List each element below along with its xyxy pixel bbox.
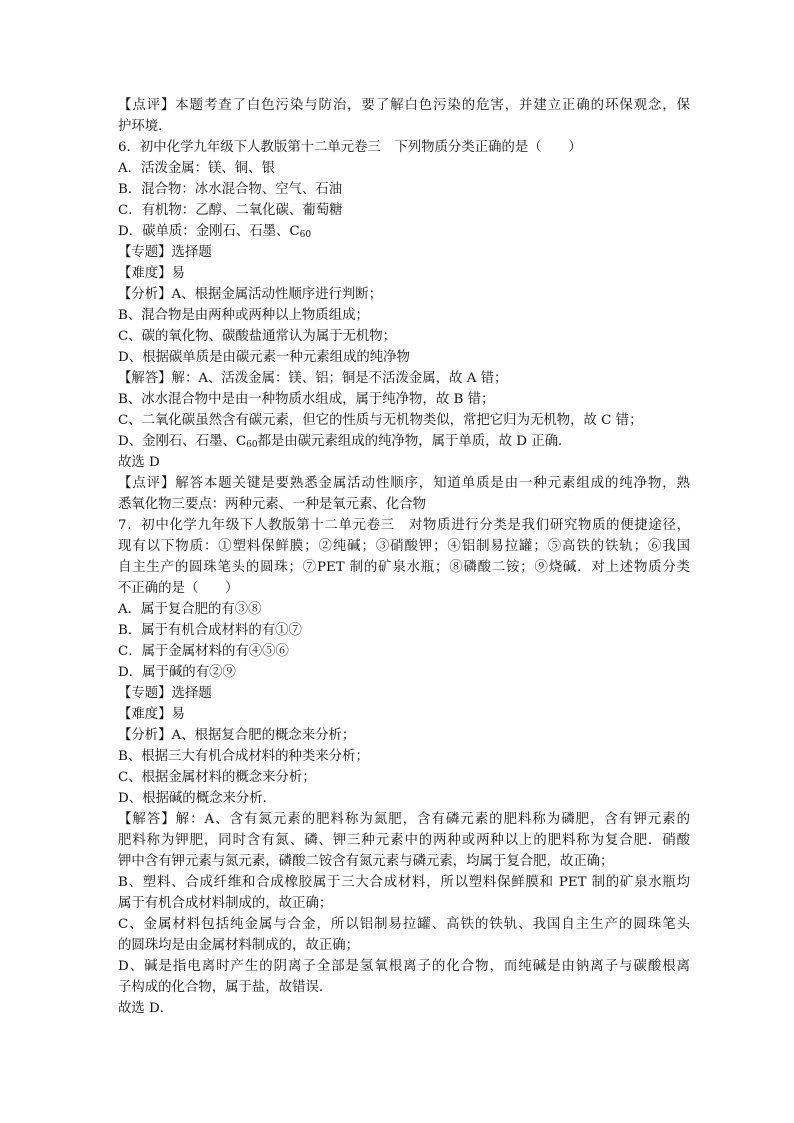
option-d: D．属于碱的有②⑨ (118, 665, 236, 680)
text-line: 【分析】A、根据金属活动性顺序进行判断； (118, 287, 383, 302)
text-segment: 都是由碳元素组成的纯净物，属于单质，故 D 正确． (257, 434, 572, 449)
text-line (118, 431, 690, 452)
option-c: C．有机物：乙醇、二氧化碳、葡萄糖 (118, 203, 343, 218)
text-line: D、根据碳单质是由碳元素一种元素组成的纯净物 (118, 350, 410, 365)
text-line: 的圆珠均是由金属材料制成的，故正确； (118, 938, 360, 953)
text-line: 【专题】选择题 (118, 686, 212, 701)
text-line: 【点评】解答本题关键是要熟悉金属活动性顺序，知道单质是由一种元素组成的纯净物，熟 (118, 476, 690, 491)
text-line: 属于有机合成材料制成的，故正确； (118, 896, 333, 911)
text-line: 故选 D (118, 455, 160, 470)
text-line: 现有以下物质：①塑料保鲜膜；②纯碱；③硝酸钾；④铝制易拉罐；⑤高铁的铁轨；⑥我国 (118, 539, 690, 554)
document-page (118, 95, 690, 1019)
text-line: B、冰水混合物中是由一种物质水组成，属于纯净物，故 B 错； (118, 392, 495, 407)
text-line: 钾中含有钾元素与氮元素，磷酸二铵含有氮元素与磷元素，均属于复合肥，故正确； (118, 854, 614, 869)
option-c: C．属于金属材料的有④⑤⑥ (118, 644, 289, 659)
text-line: 【专题】选择题 (118, 245, 212, 260)
text-line: 不正确的是（ ） (118, 581, 239, 596)
subscript-60: 60 (299, 230, 312, 240)
text-line: C、金属材料包括纯金属与合金，所以铝制易拉罐、高铁的铁轨、我国自主生产的圆珠笔头 (118, 917, 690, 932)
text-line: D、根据碱的概念来分析． (118, 791, 277, 806)
text-line: 悉氧化物三要点：两种元素、一种是氧元素、化合物 (118, 497, 426, 512)
option-a: A．活泼金属：镁、铜、银 (118, 161, 275, 176)
question-7-stem: 7．初中化学九年级下人教版第十二单元卷三 对物质进行分类是我们研究物质的便捷途径， (118, 518, 690, 533)
question-6-stem: 6．初中化学九年级下人教版第十二单元卷三 下列物质分类正确的是（ ） (118, 140, 582, 155)
text-line: 护环境． (118, 119, 172, 134)
text-line: C、碳的氧化物、碳酸盐通常认为属于无机物； (118, 329, 397, 344)
option-d-text: D．碳单质：金刚石、石墨、C (118, 224, 300, 239)
text-line: 【点评】本题考查了白色污染与防治，要了解白色污染的危害，并建立正确的环保观念，保 (118, 98, 690, 113)
text-line: B、塑料、合成纤维和合成橡胶属于三大合成材料，所以塑料保鲜膜和 PET 制的矿泉水瓶均 (118, 875, 690, 890)
text-line: B、根据三大有机合成材料的种类来分析； (118, 749, 369, 764)
option-b: B．属于有机合成材料的有①⑦ (118, 623, 302, 638)
option-a: A．属于复合肥的有③⑧ (118, 602, 262, 617)
text-line: C、根据金属材料的概念来分析； (118, 770, 316, 785)
text-line: C、二氧化碳虽然含有碳元素，但它的性质与无机物类似，常把它归为无机物，故 C 错； (118, 413, 643, 428)
text-segment: D、金刚石、石墨、C (118, 434, 247, 449)
text-line: 故选 D． (118, 1001, 174, 1016)
text-line: 【分析】A、根据复合肥的概念来分析； (118, 728, 356, 743)
text-line: 【解答】解：A、含有氮元素的肥料称为氮肥，含有磷元素的肥料称为磷肥，含有钾元素的 (118, 812, 690, 827)
text-line: 【难度】易 (118, 266, 185, 281)
subscript-60: 60 (246, 440, 258, 450)
text-line: B、混合物是由两种或两种以上物质组成； (118, 308, 369, 323)
text-line: 【解答】解：A、活泼金属：镁、铝；铜是不活泼金属，故 A 错； (118, 371, 508, 386)
option-b: B．混合物：冰水混合物、空气、石油 (118, 182, 343, 197)
text-line: D、碱是指电离时产生的阴离子全部是氢氧根离子的化合物，而纯碱是由钠离子与碳酸根离 (118, 959, 690, 974)
text-line: 【难度】易 (118, 707, 185, 722)
text-line: 子构成的化合物，属于盐，故错误． (118, 980, 333, 995)
text-line: 肥料称为钾肥，同时含有氮、磷、钾三种元素中的两种或两种以上的肥料称为复合肥．硝酸 (118, 833, 690, 848)
option-d (118, 221, 690, 242)
text-line: 自主生产的圆珠笔头的圆珠；⑦PET 制的矿泉水瓶；⑧磷酸二铵；⑨烧碱．对上述物质分类 (118, 560, 690, 575)
